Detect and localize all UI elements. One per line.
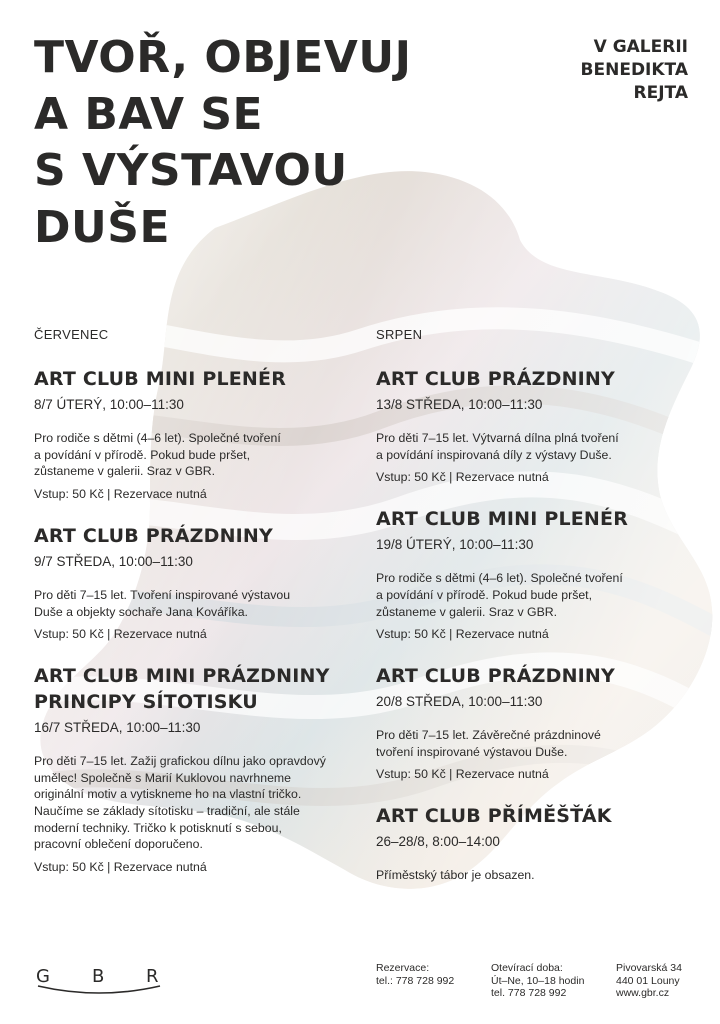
gallery-line: REJTA [633,83,688,103]
page-title [34,30,504,256]
description-line: a povídání v přírodě. Pokud bude pršet, [376,587,593,602]
description-line: Duše a objekty sochaře Jana Kováříka. [34,604,248,619]
description-line: Příměstský tábor je obsazen. [376,868,535,883]
gbr-logo [34,960,164,996]
event-entry: Vstup: 50 Kč | Rezervace nutná [376,470,549,485]
footer-line: Otevírací doba: [491,962,563,974]
description-line: zůstaneme v galerii. Sraz v GBR. [376,604,558,619]
event [376,663,696,783]
footer-line: Út–Ne, 10–18 hodin [491,974,585,987]
event-date: 19/8 ÚTERÝ, 10:00–11:30 [376,537,534,553]
event-title [376,506,696,532]
event-title-line: ART CLUB MINI PLENÉR [34,368,287,390]
event-entry: Vstup: 50 Kč | Rezervace nutná [34,860,207,875]
event-title-line: ART CLUB MINI PRÁZDNINY [34,664,330,687]
event-title-line: ART CLUB PRÁZDNINY [376,368,615,390]
gallery-line: V GALERII [593,37,688,57]
description-line: originální motiv a vytiskneme ho na vlastní tričko. [34,787,302,802]
title-line: DUŠE [34,201,170,253]
event-description [34,753,354,853]
title-line: S VÝSTAVOU [34,145,348,196]
event-title-line: PRINCIPY SÍTOTISKU [34,690,258,713]
event [34,663,354,876]
event-title [34,523,354,549]
description-line: Pro děti 7–15 let. Tvoření inspirované výstavou [34,587,291,602]
website-link[interactable]: www.gbr.cz [616,987,670,999]
event-description [376,867,696,884]
event-date: 20/8 STŘEDA, 10:00–11:30 [376,693,543,709]
august-column [376,326,696,904]
footer-phone[interactable]: tel. 778 728 992 [491,987,567,999]
july-column [34,326,354,896]
event-title-line: ART CLUB PRÁZDNINY [376,664,615,687]
event [376,366,696,486]
event-date: 13/8 STŘEDA, 10:00–11:30 [376,397,543,412]
event [34,523,354,643]
title-line: TVOŘ, OBJEVUJ [34,32,412,83]
description-line: Pro děti 7–15 let. Zažij grafickou dílnu jako opravdový [34,753,326,768]
event-date: 8/7 ÚTERÝ, 10:00–11:30 [34,397,184,412]
event-title [34,663,354,715]
title-line: A BAV SE [34,88,264,140]
footer-opening-hours [491,962,584,1000]
event-description [376,727,696,760]
event [376,803,696,884]
description-line: a povídání v přírodě. Pokud bude pršet, [34,447,251,462]
event [376,506,696,643]
footer-line: Pivovarská 34 [616,962,682,974]
description-line: Pro děti 7–15 let. Výtvarná dílna plná tvoření [376,431,619,445]
description-line: Pro děti 7–15 let. Závěrečné prázdninové [376,727,601,742]
event-entry: Vstup: 50 Kč | Rezervace nutná [376,627,549,642]
gallery-name [581,36,688,105]
month-heading: SRPEN [376,327,423,342]
event-description [376,570,696,620]
description-line: moderní techniky. Tričko k potisknutí s sebou, [34,820,282,835]
footer-phone[interactable]: tel.: 778 728 992 [376,974,455,987]
event-date: 26–28/8, 8:00–14:00 [376,834,500,850]
month-heading: ČERVENEC [34,327,109,342]
event-title [34,366,354,392]
description-line: Pro rodiče s dětmi (4–6 let). Společné tvoření [34,431,281,445]
logo-letter-g: G [36,966,50,987]
logo-letter-r: R [146,966,159,987]
footer-line: 440 01 Louny [616,974,680,987]
footer-line: Rezervace: [376,962,430,974]
event-date: 9/7 STŘEDA, 10:00–11:30 [34,553,193,569]
description-line: Pro rodiče s dětmi (4–6 let). Společné tvoření [376,571,623,586]
footer-address [616,962,682,1000]
logo-letter-b: B [92,966,105,987]
event-title-line: ART CLUB MINI PLENÉR [376,508,629,531]
event-description [376,430,696,463]
description-line: pracovní oblečení doporučeno. [34,837,203,852]
event-title-line: ART CLUB PŘÍMĚŠŤÁK [376,805,612,828]
event-date: 16/7 STŘEDA, 10:00–11:30 [34,719,201,735]
event-entry: Vstup: 50 Kč | Rezervace nutná [34,627,207,642]
event-description [34,587,354,620]
logo-arc [38,986,160,993]
event-title [376,663,696,689]
description-line: a povídání inspirovaná díly z výstavy Duše. [376,447,612,462]
event-title [376,366,696,392]
event-entry: Vstup: 50 Kč | Rezervace nutná [376,767,549,782]
description-line: umělec! Společně s Marií Kuklovou navrhneme [34,770,291,785]
event-title-line: ART CLUB PRÁZDNINY [34,524,273,547]
description-line: Naučíme se základy sítotisku – tradiční, ale stále [34,804,300,819]
event-description [34,430,354,480]
event-entry: Vstup: 50 Kč | Rezervace nutná [34,487,207,502]
description-line: tvoření inspirované výstavou Duše. [376,744,568,759]
footer-reservation [376,962,454,987]
gallery-line: BENEDIKTA [580,60,688,80]
event-title [376,803,696,829]
event [34,366,354,503]
description-line: zůstaneme v galerii. Sraz v GBR. [34,464,216,479]
